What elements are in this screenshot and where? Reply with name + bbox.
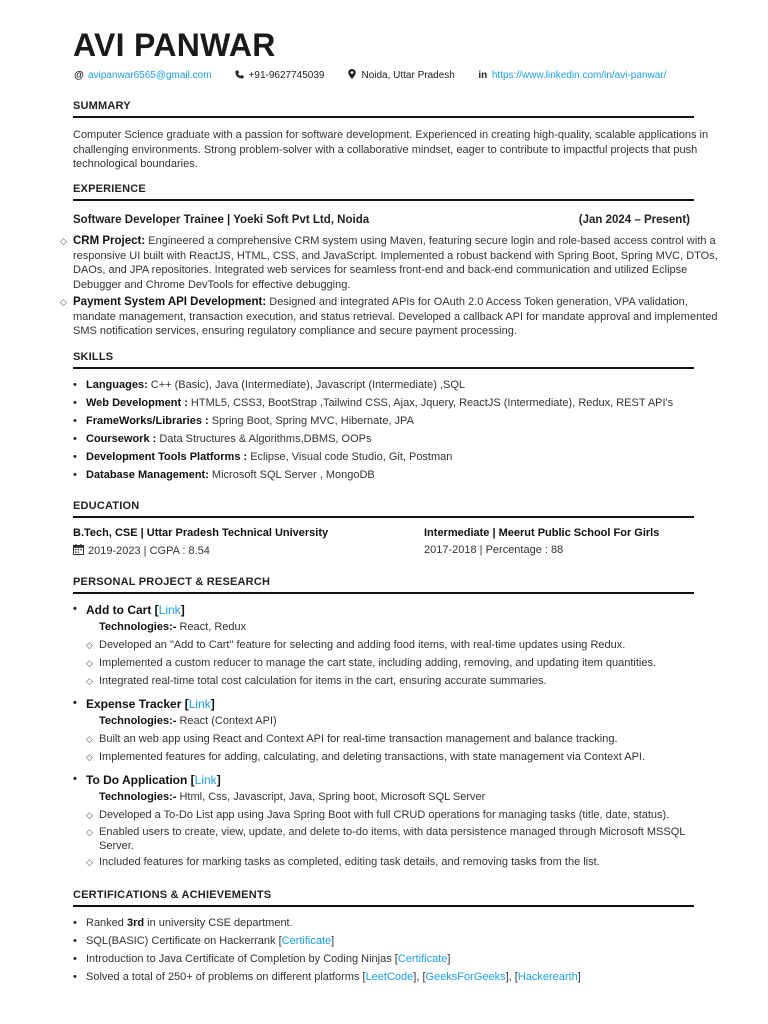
- summary-text: Computer Science graduate with a passion for software development. Experienced in creating high-quality, scalable applications in challenging environments. Strong problem-solver with a collaborative mindset, eager to contribute to impactful projects that push technological boundaries.: [73, 129, 709, 170]
- project-name: Expense Tracker: [86, 697, 182, 711]
- skills-divider: [73, 367, 694, 369]
- project-point-text: Implemented a custom reducer to manage the cart state, including adding, removing, and updating item quantities.: [99, 657, 657, 669]
- experience-item-text: Engineered a comprehensive CRM system using Maven, featuring secure login and role-based access control with a responsive UI built with ReactJS, HTML, CSS, and JavaScript. Implemented a robust backend with Spring Boot, Spring MVC, DTOs, DAOs, and JPA repositories. Integrated web services for seamless front-end and back-end communication and utilized Eclipse Debugger and Chrome DevTools for effective debugging.: [73, 235, 718, 291]
- project-title: • Expense Tracker [Link]: [73, 697, 215, 711]
- project-point: [86, 657, 696, 671]
- project-point: [86, 826, 696, 853]
- calendar-icon: [73, 544, 84, 558]
- skill-label: Coursework :: [86, 433, 157, 445]
- projects-divider: [73, 592, 694, 594]
- cert-row: • Solved a total of 250+ of problems on different platforms [LeetCode], [GeeksForGeeks], [Hackerearth]: [73, 971, 581, 983]
- project-point-text: Integrated real-time total cost calculation for items in the cart, ensuring accurate summaries.: [99, 675, 547, 687]
- skill-row: [73, 451, 452, 463]
- bullet-icon: •: [73, 379, 77, 391]
- certificate-link[interactable]: Certificate: [397, 953, 448, 965]
- skill-row: [73, 415, 414, 427]
- projects-heading: PERSONAL PROJECT & RESEARCH: [73, 576, 271, 588]
- tech-value: Html, Css, Javascript, Java, Spring boot, Microsoft SQL Server: [176, 791, 486, 803]
- project-point: [86, 856, 696, 870]
- diamond-bullet-icon: ◇: [60, 236, 67, 246]
- tech-value: React, Redux: [176, 621, 247, 633]
- cert-row: • Introduction to Java Certificate of Completion by Coding Ninjas [Certificate]: [73, 953, 451, 965]
- linkedin-icon: in: [478, 70, 488, 81]
- cert-text: Ranked: [86, 917, 127, 929]
- contact-phone: [234, 70, 325, 82]
- education-divider: [73, 516, 694, 518]
- bullet-icon: •: [73, 971, 77, 983]
- experience-item: [60, 295, 725, 339]
- experience-heading: EXPERIENCE: [73, 183, 146, 195]
- degree-name: B.Tech, CSE | Uttar Pradesh Technical University: [73, 527, 329, 539]
- project-point-text: Developed an "Add to Cart" feature for selecting and adding food items, with real-time updates using Redux.: [99, 639, 626, 651]
- cert-rank: 3rd: [126, 917, 145, 929]
- bullet-icon: •: [73, 415, 77, 427]
- pin-icon: [346, 69, 358, 82]
- education-school: [424, 527, 659, 539]
- project-link[interactable]: Link: [194, 773, 217, 787]
- phone-text: +91-9627745039: [248, 70, 325, 81]
- cert-row: [73, 917, 293, 929]
- diamond-bullet-icon: ◇: [86, 752, 93, 762]
- project-tech: [99, 791, 485, 803]
- cert-text: Introduction to Java Certificate of Completion by Coding Ninjas: [86, 953, 395, 965]
- diamond-bullet-icon: ◇: [86, 827, 93, 837]
- project-point-text: Implemented features for adding, calculating, and deleting transactions, with state management via Context API.: [99, 751, 646, 763]
- skill-value: Microsoft SQL Server , MongoDB: [208, 469, 375, 481]
- skill-label: FrameWorks/Libraries :: [86, 415, 209, 427]
- summary-divider: [73, 116, 694, 118]
- linkedin-link[interactable]: https://www.linkedin.com/in/avi-panwar/: [491, 70, 667, 81]
- project-tech: [99, 715, 277, 727]
- skill-row: [73, 469, 375, 481]
- contact-bar: [73, 69, 688, 82]
- tech-label: Technologies:-: [99, 791, 177, 803]
- project-link[interactable]: Link: [188, 697, 211, 711]
- project-link[interactable]: Link: [158, 603, 181, 617]
- skill-value: Eclipse, Visual code Studio, Git, Postman: [247, 451, 453, 463]
- skill-label: Web Development :: [86, 397, 188, 409]
- education-school-detail: 2017-2018 | Percentage : 88: [424, 544, 564, 556]
- project-point: [86, 809, 696, 823]
- job-role: Software Developer Trainee | Yoeki Soft Pvt Ltd, Noida: [73, 214, 370, 226]
- bullet-icon: •: [73, 935, 77, 947]
- leetcode-link[interactable]: LeetCode: [365, 971, 414, 983]
- cert-row: • SQL(BASIC) Certificate on Hackerrank [Certificate]: [73, 935, 335, 947]
- education-heading: EDUCATION: [73, 500, 140, 512]
- diamond-bullet-icon: ◇: [60, 297, 67, 307]
- experience-divider: [73, 199, 694, 201]
- experience-item: [60, 234, 725, 292]
- bullet-icon: •: [73, 917, 77, 929]
- project-title: • To Do Application [Link]: [73, 773, 221, 787]
- project-name: To Do Application: [86, 773, 188, 787]
- cert-text: in university CSE department.: [144, 917, 293, 929]
- project-point-text: Included features for marking tasks as completed, editing task details, and removing tasks from the list.: [99, 856, 600, 868]
- skill-value: C++ (Basic), Java (Intermediate), Javascript (Intermediate) ,SQL: [147, 379, 466, 391]
- location-text: Noida, Uttar Pradesh: [361, 70, 455, 81]
- skill-row: [73, 397, 673, 409]
- project-point-text: Enabled users to create, view, update, and delete to-do items, with data persistence managed through Microsoft MSSQL Server.: [99, 826, 685, 852]
- bullet-icon: •: [73, 433, 77, 445]
- bullet-icon: •: [73, 603, 77, 615]
- degree-detail: 2019-2023 | CGPA : 8.54: [88, 545, 210, 557]
- phone-icon: [234, 70, 246, 82]
- candidate-name: AVI PANWAR: [73, 27, 276, 63]
- skill-row: [73, 379, 465, 391]
- project-point-text: Built an web app using React and Context API for real-time transaction management and balance tracking.: [99, 733, 618, 745]
- contact-location: [346, 69, 454, 82]
- bullet-icon: •: [73, 469, 77, 481]
- tech-label: Technologies:-: [99, 621, 177, 633]
- diamond-bullet-icon: ◇: [86, 810, 93, 820]
- project-point: [86, 733, 696, 747]
- project-tech: [99, 621, 246, 633]
- project-name: Add to Cart: [86, 603, 152, 617]
- bullet-icon: •: [73, 953, 77, 965]
- cert-text: Solved a total of 250+ of problems on different platforms: [86, 971, 363, 983]
- experience-item-text: Designed and integrated APIs for OAuth 2.0 Access Token generation, VPA validation, mandate management, transaction execution, and status retrieval. Developed a callback API for mandate approval and implemented SMS notification services, ensuring regulatory compliance and secure payment processing.: [73, 296, 718, 337]
- project-point: [86, 639, 696, 653]
- experience-item-label: Payment System API Development:: [73, 296, 267, 308]
- bullet-icon: •: [73, 697, 77, 709]
- certificate-link[interactable]: Certificate: [281, 935, 332, 947]
- certifications-heading: CERTIFICATIONS & ACHIEVEMENTS: [73, 889, 272, 901]
- contact-email[interactable]: [73, 70, 212, 81]
- at-icon: @: [74, 70, 84, 81]
- skill-value: Spring Boot, Spring MVC, Hibernate, JPA: [208, 415, 414, 427]
- tech-label: Technologies:-: [99, 715, 177, 727]
- project-point: [86, 751, 696, 765]
- project-point-text: Developed a To-Do List app using Java Spring Boot with full CRUD operations for managing tasks (title, date, status).: [99, 809, 670, 821]
- skill-label: Languages:: [86, 379, 148, 391]
- bullet-icon: •: [73, 451, 77, 463]
- diamond-bullet-icon: ◇: [86, 658, 93, 668]
- education-degree: [73, 527, 328, 539]
- contact-linkedin[interactable]: [477, 70, 667, 81]
- geeksforgeeks-link[interactable]: GeeksForGeeks: [425, 971, 506, 983]
- school-name: Intermediate | Meerut Public School For Girls: [424, 527, 660, 539]
- hackerearth-link[interactable]: Hackerearth: [517, 971, 578, 983]
- summary-heading: SUMMARY: [73, 100, 131, 112]
- bullet-icon: •: [73, 773, 77, 785]
- bullet-icon: •: [73, 397, 77, 409]
- experience-item-label: CRM Project:: [73, 235, 146, 247]
- skills-heading: SKILLS: [73, 351, 114, 363]
- tech-value: React (Context API): [176, 715, 277, 727]
- job-dates: (Jan 2024 – Present): [578, 214, 690, 226]
- skill-label: Database Management:: [86, 469, 209, 481]
- certifications-divider: [73, 905, 694, 907]
- project-title: • Add to Cart [Link]: [73, 603, 185, 617]
- job-header: [73, 214, 690, 226]
- diamond-bullet-icon: ◇: [86, 640, 93, 650]
- diamond-bullet-icon: ◇: [86, 676, 93, 686]
- skill-row: [73, 433, 371, 445]
- skill-value: Data Structures & Algorithms,DBMS, OOPs: [156, 433, 372, 445]
- email-link[interactable]: avipanwar6565@gmail.com: [88, 70, 212, 81]
- project-point: [86, 675, 696, 689]
- diamond-bullet-icon: ◇: [86, 734, 93, 744]
- cert-text: SQL(BASIC) Certificate on Hackerrank: [86, 935, 279, 947]
- skill-label: Development Tools Platforms :: [86, 451, 248, 463]
- diamond-bullet-icon: ◇: [86, 857, 93, 867]
- skill-value: HTML5, CSS3, BootStrap ,Tailwind CSS, Ajax, Jquery, ReactJS (Intermediate), Redux, REST API's: [187, 397, 674, 409]
- education-degree-detail: [73, 544, 210, 558]
